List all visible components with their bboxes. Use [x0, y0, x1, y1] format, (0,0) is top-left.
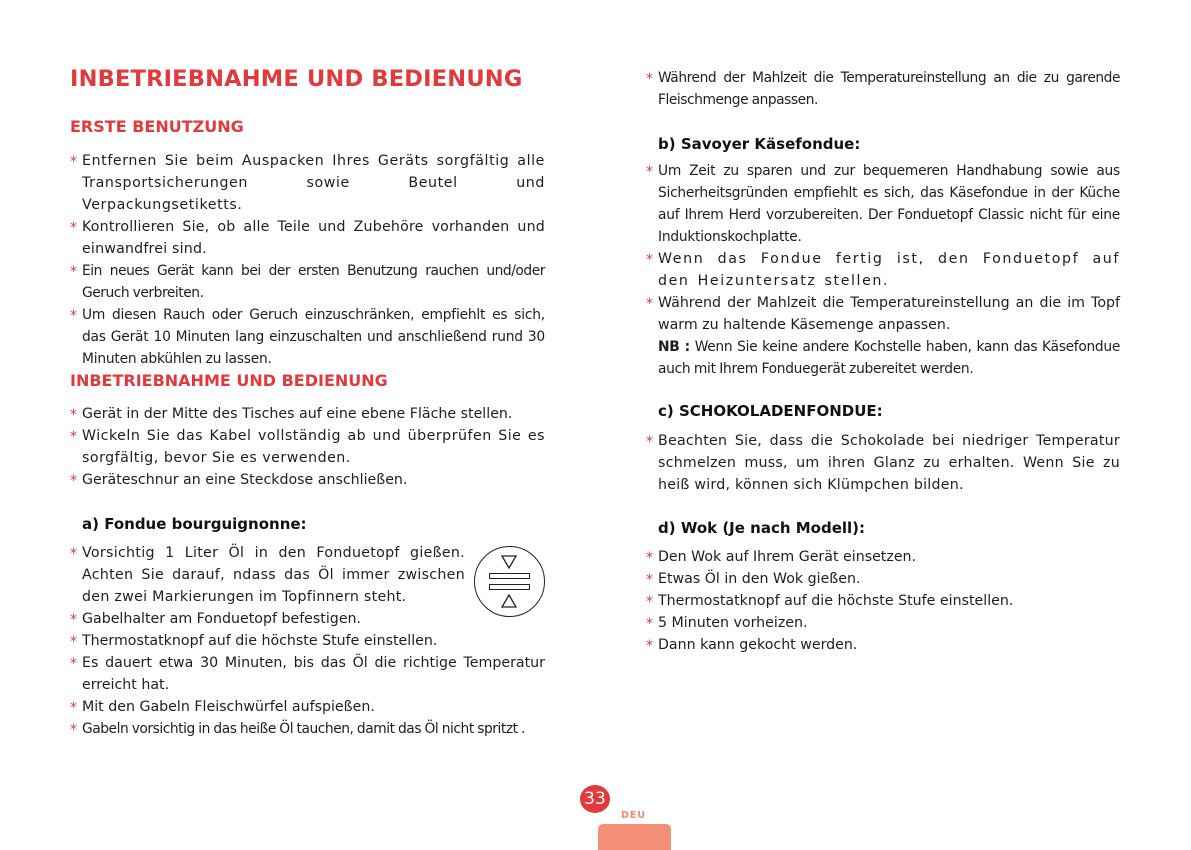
list-item: * Beachten Sie, dass die Schokolade bei niedriger Temperatur schmelzen muss, um ihren Glanz zu erhalten. Wenn Sie zu heiß wird, können sich Klümpchen bilden. [646, 430, 1120, 496]
subheading-fondue-bourguignonne: a) Fondue bourguignonne: [82, 515, 307, 533]
list-item: * Dann kann gekocht werden. [646, 634, 1120, 656]
continued-list [646, 67, 1120, 111]
list-item: * Gabeln vorsichtig in das heiße Öl tauchen, damit das Öl nicht spritzt . [70, 718, 545, 740]
erste-benutzung-list [70, 150, 545, 370]
list-item: * Wenn das Fondue fertig ist, den Fonduetopf auf den Heizuntersatz stellen. [646, 248, 1120, 292]
list-item: * Um diesen Rauch oder Geruch einzuschränken, empfiehlt es sich, das Gerät 10 Minuten lang einzuschalten und anschließend rund 30 Minuten abkühlen zu lassen. [70, 304, 545, 370]
wok-list [646, 546, 1120, 656]
list-item: * Es dauert etwa 30 Minuten, bis das Öl die richtige Temperatur erreicht hat. [70, 652, 545, 696]
schokolade-list [646, 430, 1120, 496]
list-item: * Entfernen Sie beim Auspacken Ihres Geräts sorgfältig alle Transportsicherungen sowie Beutel und Verpackungsetiketts. [70, 150, 545, 216]
list-item: * Gabelhalter am Fonduetopf befestigen. [70, 608, 545, 630]
nb-label: NB : [658, 339, 690, 355]
fondue-bourguignonne-list [70, 542, 545, 740]
oil-level-marker-icon [474, 546, 545, 617]
language-tab [598, 824, 671, 850]
section-heading-inbetriebnahme: INBETRIEBNAHME UND BEDIENUNG [70, 371, 388, 390]
page-number-badge: 33 [580, 785, 610, 813]
list-item: * Etwas Öl in den Wok gießen. [646, 568, 1120, 590]
min-mark-bar [489, 584, 530, 590]
list-item: * Geräteschnur an eine Steckdose anschließen. [70, 469, 545, 491]
triangle-up-icon [501, 594, 517, 608]
list-item: * Mit den Gabeln Fleischwürfel aufspießen. [70, 696, 545, 718]
list-item: * Den Wok auf Ihrem Gerät einsetzen. [646, 546, 1120, 568]
list-item: * Kontrollieren Sie, ob alle Teile und Zubehöre vorhanden und einwandfrei sind. [70, 216, 545, 260]
section-heading-erste-benutzung: ERSTE BENUTZUNG [70, 117, 244, 136]
list-item: * Während der Mahlzeit die Temperatureinstellung an die zu garende Fleischmenge anpassen. [646, 67, 1120, 111]
list-item: * 5 Minuten vorheizen. [646, 612, 1120, 634]
list-item: * Um Zeit zu sparen und zur bequemeren Handhabung sowie aus Sicherheitsgründen empfiehlt es sich, das Käsefondue in der Küche auf Ihrem Herd vorzubereiten. Der Fonduetopf Classic nicht für eine Induktionskochplatte. [646, 160, 1120, 248]
page-title: INBETRIEBNAHME UND BEDIENUNG [70, 66, 523, 92]
max-mark-bar [489, 573, 530, 579]
savoyer-list [646, 160, 1120, 380]
list-item: * Gerät in der Mitte des Tisches auf eine ebene Fläche stellen. [70, 403, 545, 425]
inbetriebnahme-list [70, 403, 545, 491]
subheading-wok: d) Wok (Je nach Modell): [658, 519, 866, 537]
nb-text: Wenn Sie keine andere Kochstelle haben, kann das Käsefondue auch mit Ihrem Fonduegerät zubereitet werden. [658, 339, 1121, 377]
list-item: * Vorsichtig 1 Liter Öl in den Fonduetopf gießen. Achten Sie darauf, ndass das Öl immer zwischen den zwei Markierungen im Topfinnern steht. [70, 542, 465, 608]
subheading-savoyer: b) Savoyer Käsefondue: [658, 135, 861, 153]
list-item: * Thermostatknopf auf die höchste Stufe einstellen. [646, 590, 1120, 612]
list-item: * Thermostatknopf auf die höchste Stufe einstellen. [70, 630, 545, 652]
subheading-schokolade: c) SCHOKOLADENFONDUE: [658, 402, 883, 420]
list-item: * Während der Mahlzeit die Temperatureinstellung an die im Topf warm zu haltende Käsemenge anpassen. [646, 292, 1120, 336]
triangle-down-icon [501, 555, 517, 569]
list-item: * Wickeln Sie das Kabel vollständig ab und überprüfen Sie es sorgfältig, bevor Sie es verwenden. [70, 425, 545, 469]
nb-note [646, 336, 1120, 380]
language-label: DEU [621, 810, 647, 821]
list-item: * Ein neues Gerät kann bei der ersten Benutzung rauchen und/oder Geruch verbreiten. [70, 260, 545, 304]
